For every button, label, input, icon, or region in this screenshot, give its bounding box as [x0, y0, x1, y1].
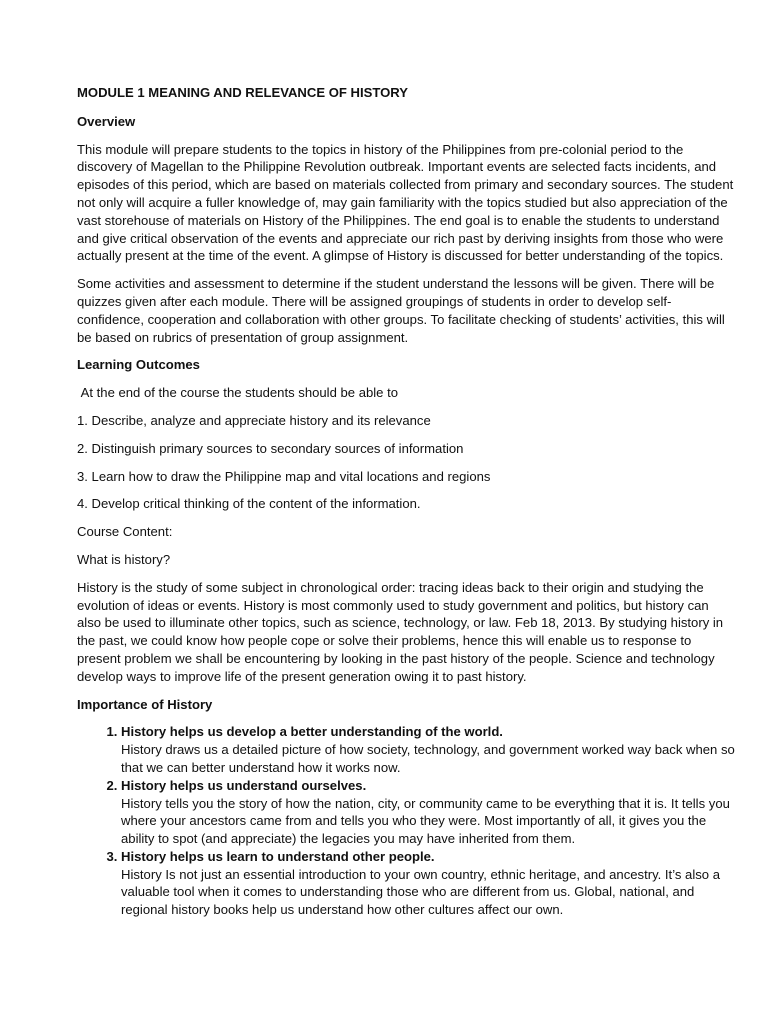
learning-outcomes-intro: [77, 384, 735, 402]
learning-outcomes-heading: Learning Outcomes: [77, 357, 200, 373]
course-content-question: What is history?: [77, 551, 171, 567]
importance-list: [77, 723, 735, 919]
document-title: MODULE 1 MEANING AND RELEVANCE OF HISTORY: [77, 85, 408, 100]
importance-item-title: 2. History helps us understand ourselves.: [121, 777, 367, 793]
overview-heading: Overview: [77, 113, 136, 129]
importance-item: [121, 723, 735, 776]
importance-item-text: History draws us a detailed picture of how society, technology, and government worked way back when so that we can better understand how it works now.: [121, 742, 735, 775]
learning-outcome-item: 4. Develop critical thinking of the content of the information.: [77, 496, 421, 512]
importance-heading: Importance of History: [77, 696, 213, 712]
importance-item: [121, 848, 735, 919]
learning-outcome-item: 1. Describe, analyze and appreciate history and its relevance: [77, 412, 431, 428]
history-definition-paragraph: History is the study of some subject in chronological order: tracing ideas back to their origin and studying the evolution of ideas or events. History is most commonly used to study government and politics, but history can also be used to illuminate other topics, such as science, technology, or law. Feb 18, 2013. By studying history in the past, we could know how people cope or solve their problems, hence this will enable us to response to present problem we shall be encountering by looking in the past history of the people. Science and technology develop ways to improve life of the present generation owing it to past history.: [77, 579, 724, 684]
importance-item-text: History tells you the story of how the nation, city, or community came to be everything that it is. It tells you where your ancestors came from and tells you who they were. Most importantly of all, it gives you the ability to spot (and appreciate) the legacies you may have inherited from them.: [121, 795, 730, 847]
overview-paragraph-1: This module will prepare students to the topics in history of the Philippines from pre-colonial period to the discovery of Magellan to the Philippine Revolution outbreak. Important events are selected facts incidents, and episodes of this period, which are based on materials collected from primary and secondary sources. The student not only will acquire a fuller knowledge of, may gain familiarity with the topics studied but also appreciation of the vast storehouse of materials on History of the Philippines. The end goal is to enable the students to understand and give critical observation of the events and appreciate our rich past by deriving insights from those who were actually present at the time of the event. A glimpse of History is discussed for better understanding of the topics.: [77, 141, 734, 264]
importance-item-title: 3. History helps us learn to understand other people.: [121, 848, 435, 864]
importance-item: [121, 777, 735, 848]
learning-outcomes-list: [77, 412, 735, 513]
overview-paragraph-2: Some activities and assessment to determine if the student understand the lessons will be given. There will be quizzes given after each module. There will be assigned groupings of students in order to develop self-confidence, cooperation and collaboration with other groups. To facilitate checking of students’ activities, this will be based on rubrics of presentation of group assignment.: [77, 276, 725, 345]
course-content-label: Course Content:: [77, 524, 173, 540]
learning-outcome-item: 3. Learn how to draw the Philippine map and vital locations and regions: [77, 468, 491, 484]
learning-outcomes-intro-text: At the end of the course the students should be able to: [80, 385, 399, 401]
importance-item-text: History Is not just an essential introduction to your own country, ethnic heritage, and ancestry. It’s also a valuable tool when it comes to understanding those who are different from us. Global, national, and regional history books help us understand how other cultures affect our own.: [121, 866, 720, 918]
importance-item-title: 1. History helps us develop a better understanding of the world.: [121, 724, 503, 740]
document-page: [77, 84, 735, 919]
learning-outcome-item: 2. Distinguish primary sources to secondary sources of information: [77, 440, 464, 456]
